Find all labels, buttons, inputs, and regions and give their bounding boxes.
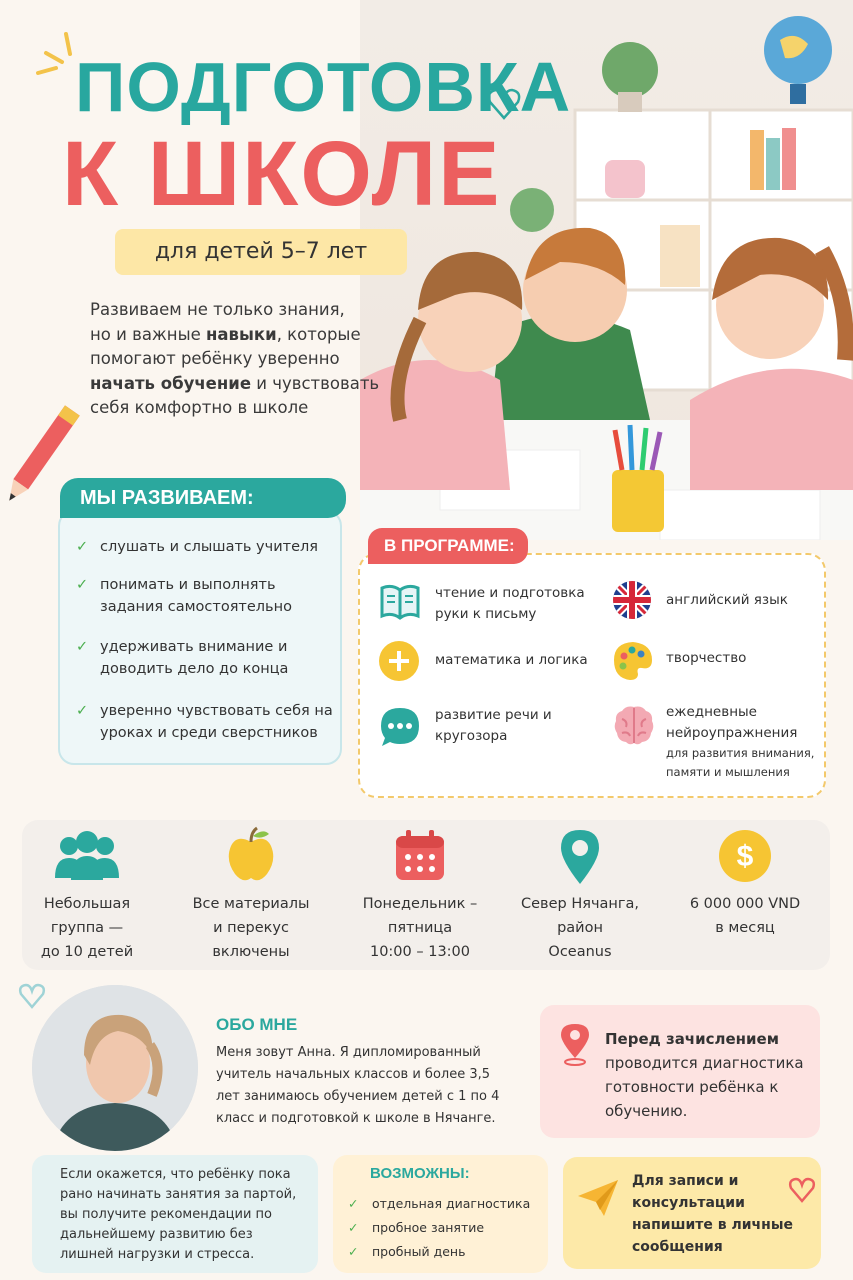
intro-text: Развиваем не только знания, но и важные навыки, которые помогают ребёнку уверенно начать обучение и чувствовать себя комфортно в школе bbox=[90, 300, 380, 417]
check-icon: ✓ bbox=[348, 1244, 359, 1259]
develop-item: ✓ понимать и выполнять задания самостоятельно bbox=[78, 574, 298, 618]
book-icon bbox=[378, 582, 422, 622]
feature-location bbox=[505, 820, 655, 964]
age-badge: для детей 5–7 лет bbox=[115, 229, 407, 275]
feature-label: 6 000 000 VND в месяц bbox=[689, 896, 801, 936]
feature-schedule bbox=[345, 820, 495, 964]
program-neuro-sub: для развития внимания, памяти и мышления bbox=[666, 746, 815, 779]
group-icon bbox=[51, 826, 123, 886]
check-icon: ✓ bbox=[76, 703, 89, 719]
possible-item: ✓ пробный день bbox=[350, 1242, 465, 1262]
apple-icon bbox=[223, 826, 279, 886]
location-icon bbox=[555, 826, 605, 886]
feature-label: Понедельник – пятница 10:00 – 13:00 bbox=[362, 896, 478, 960]
brain-icon bbox=[612, 703, 656, 747]
check-icon: ✓ bbox=[348, 1220, 359, 1235]
about-title: ОБО МНЕ bbox=[216, 1015, 298, 1034]
feature-label: Север Нячанга, район Oceanus bbox=[521, 896, 639, 960]
palette-icon bbox=[612, 640, 654, 682]
possible-title: ВОЗМОЖНЫ: bbox=[370, 1165, 470, 1182]
speech-bubble-icon bbox=[378, 705, 422, 749]
contact-text: Для записи и консультации напишите в личные сообщения bbox=[632, 1173, 793, 1255]
program-reading: чтение и подготовка руки к письму bbox=[435, 585, 585, 622]
program-speech: развитие речи и кругозора bbox=[435, 707, 552, 744]
possible-item: ✓ пробное занятие bbox=[350, 1218, 484, 1238]
feature-label: Небольшая группа — до 10 детей bbox=[40, 896, 134, 960]
heart-outline-icon bbox=[18, 982, 46, 1010]
check-icon: ✓ bbox=[76, 639, 89, 655]
feature-materials bbox=[176, 820, 326, 964]
program-title: В ПРОГРАММЕ: bbox=[368, 528, 528, 564]
paper-plane-icon bbox=[576, 1178, 620, 1218]
check-icon: ✓ bbox=[76, 539, 89, 555]
program-english: английский язык bbox=[666, 592, 788, 608]
possible-item: ✓ отдельная диагностика bbox=[350, 1194, 530, 1214]
develop-item: ✓ слушать и слышать учителя bbox=[78, 536, 338, 558]
feature-group bbox=[12, 820, 162, 964]
program-math: математика и логика bbox=[435, 652, 588, 668]
teacher-photo bbox=[32, 985, 198, 1151]
about-text: Меня зовут Анна. Я дипломированный учитель начальных классов и более 3,5 лет занимаюсь обучением детей с 1 по 4 класс и подготовкой к школе в Нячанге. bbox=[216, 1045, 500, 1126]
feature-price bbox=[670, 820, 820, 940]
program-neuro: ежедневные нейроупражнения bbox=[666, 704, 798, 741]
develop-item: ✓ удерживать внимание и доводить дело до конца bbox=[78, 636, 318, 680]
program-art: творчество bbox=[666, 650, 747, 666]
avatar bbox=[32, 985, 198, 1151]
title-line-2: К ШКОЛЕ bbox=[62, 123, 502, 225]
svg-text:$: $ bbox=[736, 840, 754, 873]
plus-icon bbox=[378, 640, 420, 682]
location-pin-icon bbox=[558, 1022, 592, 1068]
feature-label: Все материалы и перекус включены bbox=[192, 896, 310, 960]
diagnostics-text: Перед зачислением проводится диагностика готовности ребёнка к обучению. bbox=[605, 1030, 804, 1120]
calendar-icon bbox=[392, 826, 448, 886]
title-line-1: ПОДГОТОВКА bbox=[75, 48, 572, 126]
check-icon: ✓ bbox=[76, 577, 89, 593]
check-icon: ✓ bbox=[348, 1196, 359, 1211]
dollar-icon bbox=[717, 828, 773, 884]
develop-item: ✓ уверенно чувствовать себя на уроках и среди сверстников bbox=[78, 700, 340, 744]
recommendation-text: Если окажется, что ребёнку пока рано начинать занятия за партой, вы получите рекомендации по дальнейшему развитию без лишней нагрузки и стресса. bbox=[60, 1167, 297, 1262]
uk-flag-icon bbox=[612, 580, 652, 620]
develop-title: МЫ РАЗВИВАЕМ: bbox=[60, 478, 346, 518]
